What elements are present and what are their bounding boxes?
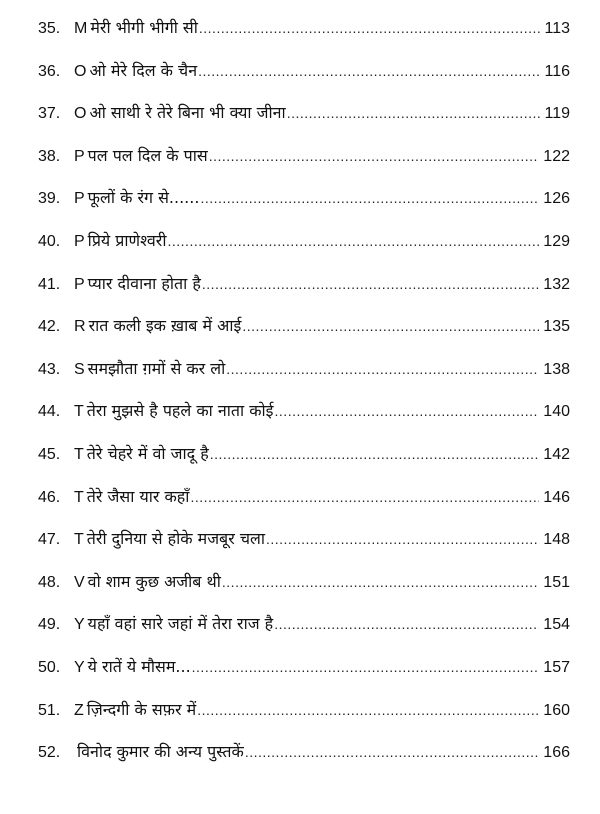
entry-number: 52. [38,744,61,762]
entry-title: मेरी भीगी भीगी सी [90,18,198,37]
entry-page-number: 166 [543,744,570,762]
entry-index-letter: O [74,62,87,80]
entry-index-letter: Y [74,616,85,634]
entry-page-number: 154 [543,616,570,634]
entry-page-number: 148 [543,531,570,549]
dot-leader [198,64,540,78]
entry-page-number: 135 [543,318,570,336]
entry-page-number: 129 [543,232,570,250]
toc-entry [38,744,570,787]
dot-leader [199,21,541,35]
entry-page-number: 157 [543,658,570,676]
toc-entry [38,145,570,191]
entry-number: 46. [38,488,61,506]
entry-number: 48. [38,573,61,591]
dot-leader [245,745,539,759]
entry-title: रात कली इक ख़ाब में आई [88,316,242,336]
toc-entry [38,699,570,745]
dot-leader [274,617,539,631]
dot-leader [226,362,539,376]
entry-title: प्रिये प्राणेश्वरी [87,230,167,250]
toc-entry [38,318,570,361]
dot-leader [192,660,540,674]
entry-page-number: 122 [543,147,570,165]
toc-entry [38,486,570,532]
entry-title: ज़िन्दगी के सफ़र में [86,699,197,719]
entry-page-number: 142 [543,445,570,463]
toc-entry [38,403,570,446]
entry-title: तेरी दुनिया से होके मजबूर चला [86,529,265,549]
dot-leader [210,447,540,461]
entry-page-number: 140 [543,403,570,421]
entry-number: 42. [38,318,61,336]
toc-entry [38,20,570,63]
entry-page-number: 116 [544,62,570,80]
entry-number: 35. [38,20,61,37]
toc-entry [38,656,570,702]
toc-entry [38,616,570,659]
entry-number: 41. [38,275,61,293]
entry-index-letter: M [74,20,88,37]
entry-number: 50. [38,658,61,676]
entry-index-letter: T [74,403,84,421]
table-of-contents [38,20,570,787]
dot-leader [242,319,539,333]
entry-page-number: 151 [543,573,570,591]
toc-entry [38,230,570,276]
entry-title: तेरे जैसा यार कहाँ [86,486,190,506]
entry-index-letter: V [74,573,85,591]
entry-number: 40. [38,232,61,250]
entry-title: ओ मेरे दिल के चैन [89,60,198,80]
entry-number: 45. [38,445,61,463]
entry-index-letter: R [74,318,86,336]
entry-number: 36. [38,62,61,80]
entry-index-letter: T [74,488,84,506]
entry-number: 51. [38,701,61,719]
entry-page-number: 119 [544,105,570,123]
toc-entry [38,531,570,574]
dot-leader [200,191,539,205]
dot-leader [168,234,540,248]
dot-leader [222,575,539,589]
toc-entry [38,571,570,617]
entry-number: 43. [38,360,61,378]
entry-number: 39. [38,190,61,208]
entry-title: वो शाम कुछ अजीब थी [87,571,221,591]
entry-number: 38. [38,147,61,165]
entry-index-letter: Y [74,658,85,676]
entry-index-letter: O [74,105,87,123]
entry-index-letter: Z [74,701,84,719]
entry-title: ओ साथी रे तेरे बिना भी क्या जीना [89,103,286,123]
entry-number: 44. [38,403,61,421]
toc-entry [38,105,570,148]
entry-page-number: 138 [543,360,570,378]
toc-entry [38,273,570,319]
entry-page-number: 160 [543,701,570,719]
entry-title: समझौता ग़मों से कर लो [87,358,226,378]
dot-leader [266,532,539,546]
entry-title: पल पल दिल के पास [87,145,208,165]
entry-title: विनोद कुमार की अन्य पुस्तकें [77,742,244,762]
dot-leader [190,490,539,504]
entry-page-number: 126 [543,190,570,208]
toc-entry [38,443,570,489]
entry-title: तेरे चेहरे में वो जादू है [86,443,209,463]
dot-leader [209,149,540,163]
entry-number: 37. [38,105,61,123]
entry-number: 47. [38,531,61,549]
entry-index-letter: T [74,445,84,463]
entry-title: फूलों के रंग से...... [87,188,200,208]
entry-index-letter: P [74,275,85,293]
entry-number: 49. [38,616,61,634]
entry-title: तेरा मुझसे है पहले का नाता कोई [86,401,274,421]
entry-index-letter: T [74,531,84,549]
dot-leader [275,404,540,418]
entry-title: यहाँ वहां सारे जहां में तेरा राज है [87,614,274,634]
entry-page-number: 113 [544,20,570,37]
toc-entry [38,358,570,404]
entry-page-number: 146 [543,488,570,506]
entry-index-letter: P [74,190,85,208]
toc-entry [38,60,570,106]
entry-title: ये रातें ये मौसम... [87,656,191,676]
entry-title: प्यार दीवाना होता है [87,273,201,293]
dot-leader [287,106,541,120]
dot-leader [197,703,539,717]
toc-entry [38,190,570,233]
entry-index-letter: S [74,360,85,378]
entry-index-letter: P [74,147,85,165]
entry-page-number: 132 [543,275,570,293]
entry-index-letter: P [74,232,85,250]
dot-leader [202,277,539,291]
